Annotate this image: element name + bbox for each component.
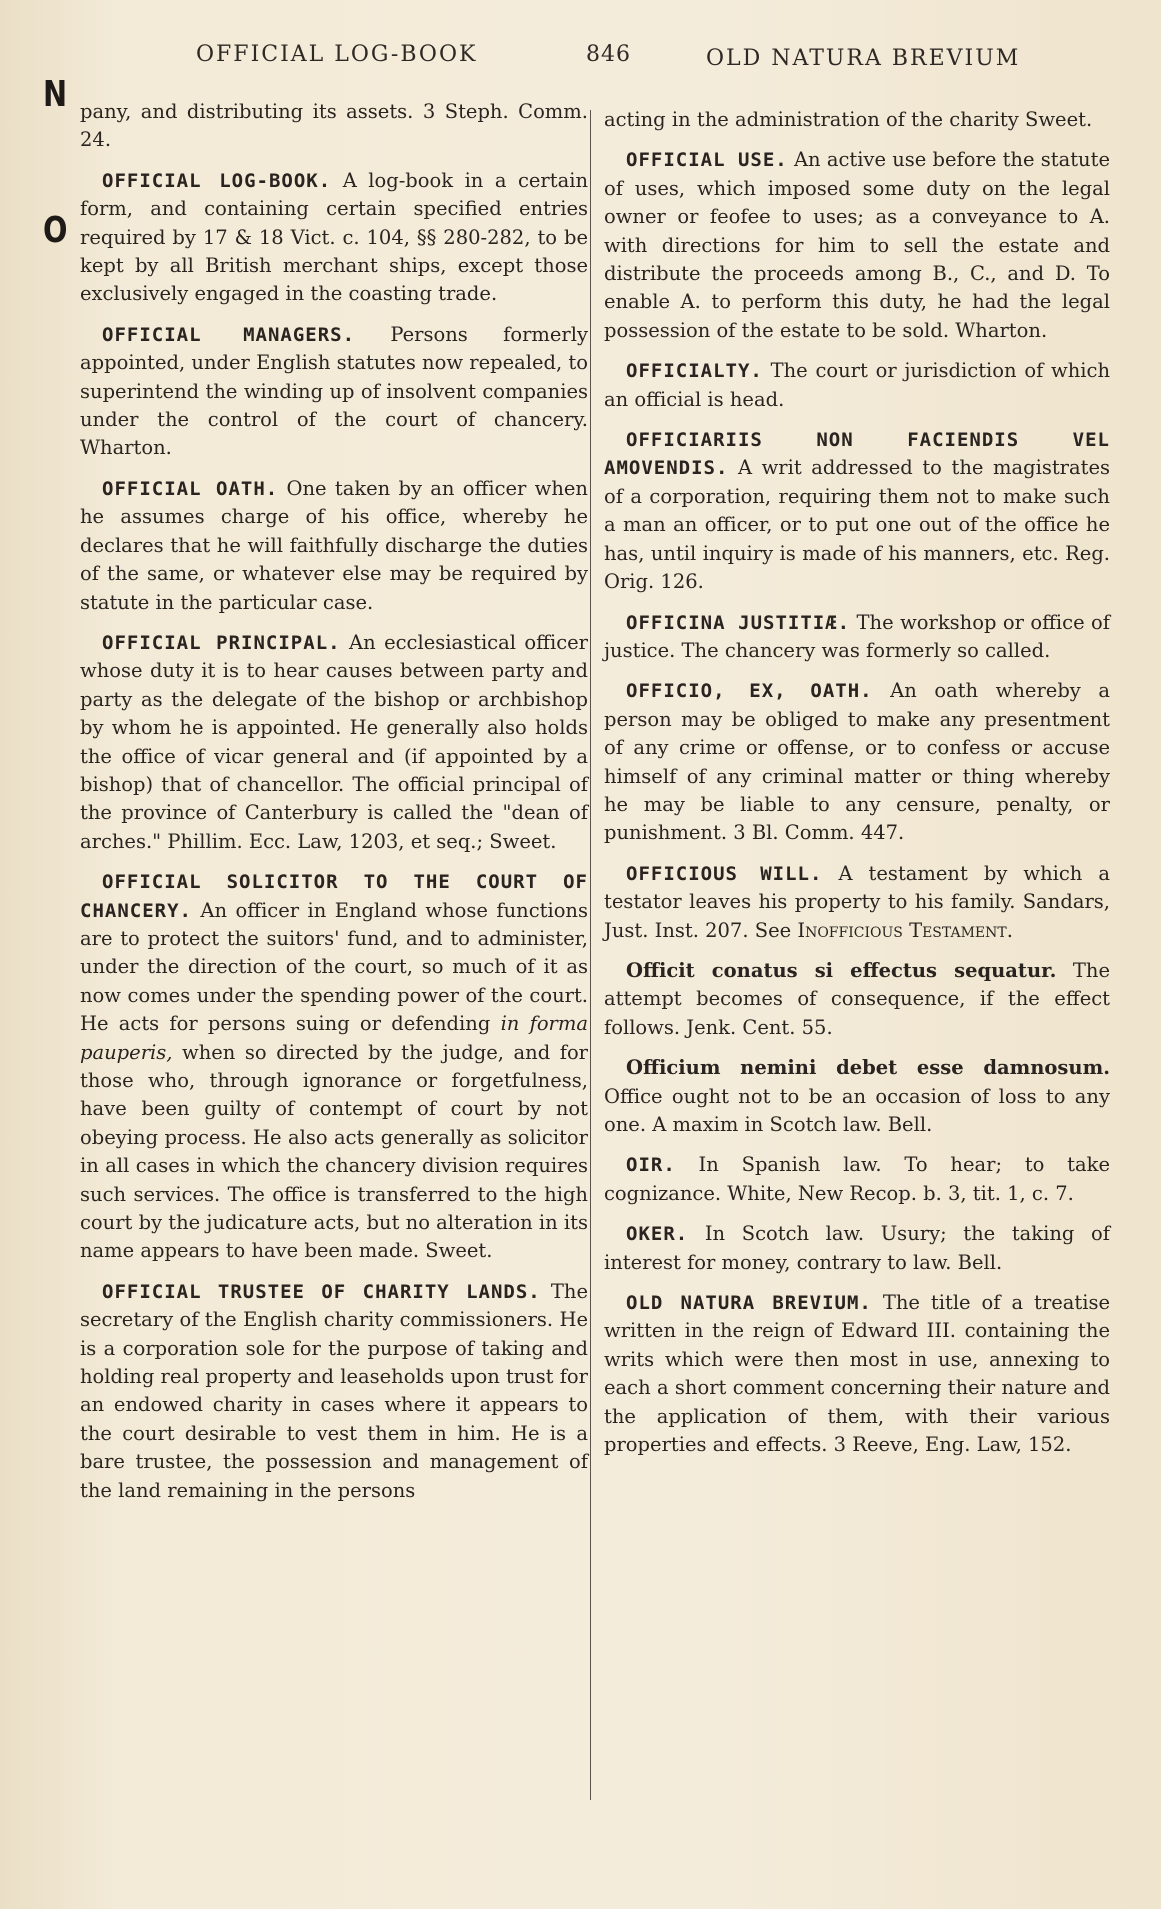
header-last-term: OLD NATURA BREVIUM bbox=[706, 46, 1021, 71]
entry-term: OFFICIAL TRUSTEE OF CHARITY LANDS. bbox=[102, 1280, 541, 1303]
header-first-term: OFFICIAL LOG-BOOK bbox=[196, 42, 478, 67]
entry-definition: The court or jurisdiction of which an official is head. bbox=[604, 359, 1110, 411]
entry-official-oath bbox=[80, 475, 588, 617]
entry-officialty bbox=[604, 357, 1110, 414]
right-column bbox=[604, 106, 1110, 1471]
entry-officious-will bbox=[604, 860, 1110, 945]
entry-definition: Persons formerly appointed, under English statutes now repealed, to superintend the winding up of insolvent companies under the control of the court of chancery. Wharton. bbox=[80, 322, 589, 460]
continued-entry-text: pany, and distributing its assets. 3 Steph. Comm. 24. bbox=[80, 100, 588, 152]
entry-oker bbox=[604, 1220, 1110, 1277]
entry-definition: A writ addressed to the magistrates of a corporation, requiring them not to make such a man an officer, or to put one out of the office he has, until inquiry is made of his manners, etc. Reg. Orig. 126. bbox=[604, 456, 1110, 594]
entry-definition: A log-book in a certain form, and containing certain specified entries required by 17 & 18 Vict. c. 104, §§ 280-282, to be kept by all British merchant ships, except those exclusively engaged in the coasting trade. bbox=[80, 168, 588, 306]
entry-term: OFFICIAL LOG-BOOK. bbox=[102, 169, 332, 192]
entry-definition: In Scotch law. Usury; the taking of interest for money, contrary to law. Bell. bbox=[604, 1222, 1110, 1274]
entry-official-solicitor bbox=[80, 868, 588, 1266]
entry-official-trustee bbox=[80, 1278, 588, 1505]
entry-old-natura-brevium bbox=[604, 1289, 1110, 1459]
entry-definition: In Spanish law. To hear; to take cognizance. White, New Recop. b. 3, tit. 1, c. 7. bbox=[604, 1153, 1110, 1205]
maxim-phrase: Officium nemini debet esse damnosum. bbox=[626, 1056, 1110, 1080]
column-divider bbox=[590, 110, 591, 1800]
entry-term: OFFICIAL USE. bbox=[626, 149, 788, 172]
entry-term: OLD NATURA BREVIUM. bbox=[626, 1292, 872, 1315]
entry-term: OFFICIAL PRINCIPAL. bbox=[102, 631, 341, 654]
entry-term: OFFICIO, EX, OATH. bbox=[626, 680, 873, 703]
entry-definition: Office ought not to be an occasion of loss to any one. A maxim in Scotch law. Bell. bbox=[604, 1084, 1110, 1136]
entry-officiariis bbox=[604, 426, 1110, 596]
entry-definition: An officer in England whose functions are to protect the suitors' fund, and to administer, under the direction of the court, so much of it as now comes under the spending power of the court. He acts for persons suing or defending bbox=[80, 898, 588, 1036]
running-header bbox=[0, 42, 1161, 82]
entry-official-log-book bbox=[80, 167, 588, 309]
entry-definition: A testament by which a testator leaves his property to his family. Sandars, Just. Inst. 207. See bbox=[604, 861, 1110, 942]
continued-entry-text: acting in the administration of the charity Sweet. bbox=[604, 108, 1093, 131]
entry-term: OFFICIAL OATH. bbox=[102, 477, 279, 500]
entry-definition: The secretary of the English charity commissioners. He is a corporation sole for the purpose of taking and holding real property and leaseholds upon trust for an endowed charity in cases where it appears to the court desirable to vest them in him. He is a bare trustee, the possession and management of the land remaining in the persons bbox=[80, 1279, 588, 1502]
entry-definition: An active use before the statute of uses, which imposed some duty on the legal owner or feofee to uses; as a conveyance to A. with directions for him to sell the estate and distribute the proceeds among B., C., and D. To enable A. to perform this duty, he had the legal possession of the estate to be sold. Wharton. bbox=[604, 148, 1110, 342]
entry-definition-cont: when so directed by the judge, and for those who, through ignorance or forgetfulness, have been guilty of contempt of court by not obeying process. He also acts generally as solicitor in all cases in which the chancery division requires such services. The office is transferred to the high court by the judicature acts, but no alteration in its name appears to have been made. Sweet. bbox=[80, 1040, 588, 1263]
entry-definition: The attempt becomes of consequence, if the effect follows. Jenk. Cent. 55. bbox=[604, 958, 1111, 1039]
entry-official-managers bbox=[80, 321, 588, 463]
left-column bbox=[80, 98, 588, 1517]
entry-officina-justitiae bbox=[604, 609, 1110, 666]
entry-term: OFFICIOUS WILL. bbox=[626, 862, 823, 885]
entry-officio-ex-oath bbox=[604, 677, 1110, 847]
entry-definition: The title of a treatise written in the reign of Edward III. containing the writs which were then most in use, annexing to each a short comment concerning their nature and the application of them, with their various properties and effects. 3 Reeve, Eng. Law, 152. bbox=[604, 1291, 1111, 1457]
page-number: 846 bbox=[586, 42, 631, 67]
thumb-index-o: O bbox=[43, 210, 68, 251]
entry-definition: The workshop or office of justice. The chancery was formerly so called. bbox=[604, 610, 1110, 662]
entry-official-principal bbox=[80, 629, 588, 856]
entry-oir bbox=[604, 1151, 1110, 1208]
entry-official-use bbox=[604, 146, 1110, 345]
entry-definition: An ecclesiastical officer whose duty it is to hear causes between party and party as the delegate of the bishop or archbishop by whom he is appointed. He generally also holds the office of vicar general and (if appointed by a bishop) that of chancellor. The official principal of the province of Canterbury is called the "dean of arches." Phillim. Ecc. Law, 1203, et seq.; Sweet. bbox=[80, 630, 588, 853]
entry-term: OFFICIAL SOLICITOR TO THE COURT OF CHANCERY. bbox=[80, 871, 588, 922]
entry-definition: An oath whereby a person may be obliged to make any presentment of any crime or offense, or to confess or accuse himself of any criminal matter or thing whereby he may be liable to any censure, penalty, or punishment. 3 Bl. Comm. 447. bbox=[604, 679, 1110, 845]
entry-definition: One taken by an officer when he assumes charge of his office, whereby he declares that he will faithfully discharge the duties of the same, or whatever else may be required by statute in the particular case. bbox=[80, 476, 588, 614]
entry-term: OIR. bbox=[626, 1154, 676, 1177]
entry-italic-phrase: in forma pauperis, bbox=[80, 1012, 588, 1064]
entry-term: OFFICIALTY. bbox=[626, 360, 763, 383]
entry-maxim-officit-conatus bbox=[604, 957, 1110, 1042]
entry-term: OFFICINA JUSTITIÆ. bbox=[626, 611, 851, 634]
entry-term: OFFICIAL MANAGERS. bbox=[102, 323, 356, 346]
entry-maxim-officium-nemini bbox=[604, 1054, 1110, 1139]
cross-reference: Inofficious Testament. bbox=[797, 918, 1013, 942]
entry-term: OKER. bbox=[626, 1223, 689, 1246]
thumb-index-n: N bbox=[43, 74, 68, 115]
maxim-phrase: Officit conatus si effectus sequatur. bbox=[626, 958, 1057, 982]
entry-term: OFFICIARIIS NON FACIENDIS VEL AMOVENDIS. bbox=[604, 429, 1110, 480]
